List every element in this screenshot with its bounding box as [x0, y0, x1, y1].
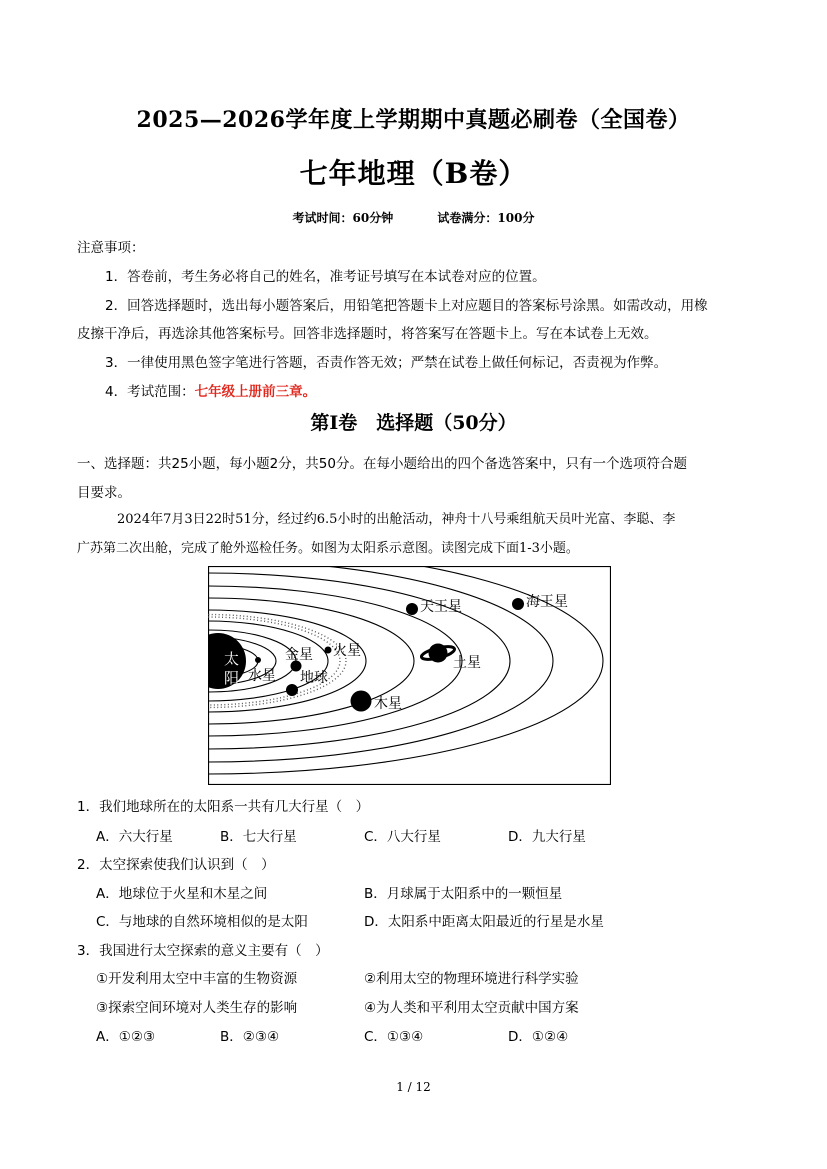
sun-label-2: 阳	[224, 669, 240, 687]
notes-heading: 注意事项：	[77, 240, 145, 256]
uranus-label: 天王星	[420, 599, 462, 615]
jupiter-label: 木星	[374, 696, 402, 712]
question-3-option-d[interactable]: D．①②④	[508, 1029, 569, 1045]
question-2-option-b[interactable]: B．月球属于太阳系中的一颗恒星	[364, 886, 563, 902]
question-3-option-a[interactable]: A．①②③	[96, 1029, 156, 1045]
question-2-option-c[interactable]: C．与地球的自然环境相似的是太阳	[96, 914, 308, 930]
note-item-3: 3．一律使用黑色签字笔进行答题，否责作答无效；严禁在试卷上做任何标记，否责视为作弊。	[105, 355, 668, 371]
exam-info	[0, 209, 827, 226]
passage-line-2: 广苏第二次出舱，完成了舱外巡检任务。如图为太阳系示意图。读图完成下面1-3小题。	[77, 541, 579, 556]
note-item-4-prefix: 4．考试范围：	[105, 384, 195, 400]
note-item-2-line-1: 2．回答选择题时，选出每小题答案后，用铅笔把答题卡上对应题目的答案标号涂黑。如需改动，用橡	[105, 298, 708, 314]
page-number: 1 / 12	[396, 1080, 431, 1094]
question-3-statement-3: ③探索空间环境对人类生存的影响	[96, 1000, 298, 1016]
full-score: 试卷满分：100分	[437, 211, 535, 225]
question-1-option-a[interactable]: A．六大行星	[96, 829, 173, 845]
earth-label: 地球	[300, 670, 328, 686]
neptune-label: 海王星	[526, 594, 568, 610]
question-3-option-c[interactable]: C．①③④	[364, 1029, 424, 1045]
earth	[286, 684, 298, 696]
mercury-label: 水星	[248, 668, 276, 684]
exam-series-title: 2025—2026学年度上学期期中真题必刷卷（全国卷）	[136, 107, 691, 133]
section-intro-line-1: 一、选择题：共25小题，每小题2分，共50分。在每小题给出的四个备选答案中，只有一个选项符合题	[77, 456, 687, 472]
mars-label: 火星	[333, 643, 361, 659]
solar-system-diagram	[208, 566, 611, 785]
question-3-statement-4: ④为人类和平利用太空贡献中国方案	[364, 1000, 579, 1016]
paper-title: 七年地理（B卷）	[299, 157, 528, 190]
question-3-statement-1: ①开发利用太空中丰富的生物资源	[96, 971, 298, 987]
question-1-option-d[interactable]: D．九大行星	[508, 829, 586, 845]
question-1-option-b[interactable]: B．七大行星	[220, 829, 297, 845]
note-item-2-line-2: 皮擦干净后，再选涂其他答案标号。回答非选择题时，将答案写在答题卡上。写在本试卷上无效。	[77, 326, 658, 342]
saturn-label: 土星	[453, 655, 481, 671]
question-3-stem: 3．我国进行太空探索的意义主要有（ ）	[77, 943, 329, 959]
exam-time: 考试时间：60分钟	[292, 211, 394, 225]
question-2-option-a[interactable]: A．地球位于火星和木星之间	[96, 886, 268, 902]
note-item-1: 1．答卷前，考生务必将自己的姓名，准考证号填写在本试卷对应的位置。	[105, 269, 546, 285]
question-3-statement-2: ②利用太空的物理环境进行科学实验	[364, 971, 579, 987]
question-2-stem: 2．太空探索使我们认识到（ ）	[77, 857, 275, 873]
question-1-option-c[interactable]: C．八大行星	[364, 829, 441, 845]
uranus	[406, 603, 418, 615]
exam-scope: 七年级上册前三章。	[194, 384, 317, 400]
note-item-4	[105, 380, 316, 400]
venus-label: 金星	[285, 647, 313, 663]
mars	[325, 647, 332, 654]
question-3-option-b[interactable]: B．②③④	[220, 1029, 280, 1045]
sun-label-1: 太	[224, 650, 240, 668]
passage-line-1: 2024年7月3日22时51分，经过约6.5小时的出舱活动，神舟十八号乘组航天员叶光富、李聪、李	[117, 512, 676, 527]
section-title: 第Ⅰ卷 选择题（50分）	[310, 412, 517, 434]
section-intro-line-2: 目要求。	[77, 485, 131, 501]
neptune	[512, 598, 524, 610]
question-2-option-d[interactable]: D．太阳系中距离太阳最近的行星是水星	[364, 914, 604, 930]
jupiter	[351, 691, 372, 712]
mercury	[255, 657, 261, 663]
question-1-stem: 1．我们地球所在的太阳系一共有几大行星（ ）	[77, 799, 370, 815]
